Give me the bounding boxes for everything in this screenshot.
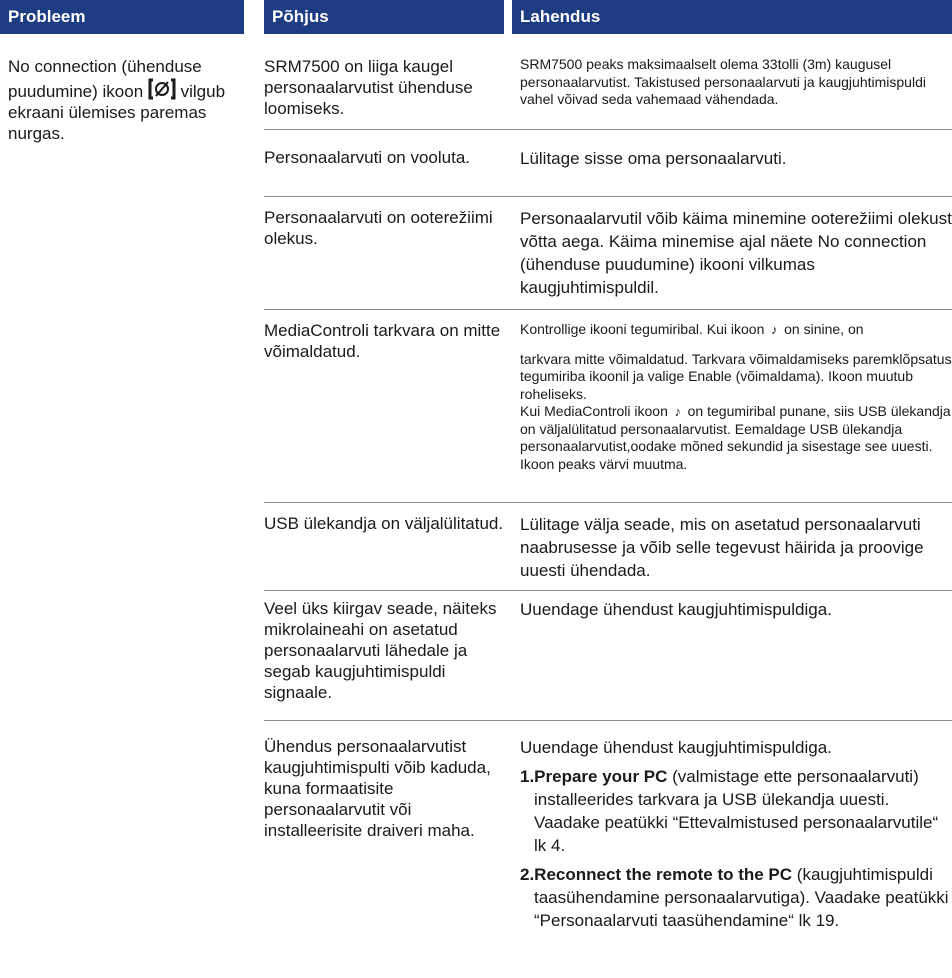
header-solution: Lahendus — [512, 0, 952, 34]
cause-6: Veel üks kiirgav seade, näiteks mikrolaineahi on asetatud personaalarvuti lähedale ja segab kaugjuhtimispuldi signaale. — [264, 599, 497, 702]
taskbar-media-icon: ♪ — [771, 322, 778, 337]
row-divider — [264, 309, 952, 310]
step-2: 2.Reconnect the remote to the PC (kaugjuhtimispuldi taasühendamine personaalarvutiga). Vaadake peatükki “Personaalarvuti taasühendamine“ lk 19. — [520, 865, 949, 930]
row-divider — [264, 129, 952, 130]
cause-3: Personaalarvuti on ooterežiimi olekus. — [264, 208, 493, 248]
problem-text-part1: No connection (ühenduse puudumine) ikoon — [8, 57, 202, 101]
cause-4: MediaControli tarkvara on mitte võimaldatud. — [264, 321, 501, 361]
row-divider — [264, 502, 952, 503]
row-divider — [264, 196, 952, 197]
solution-4 — [520, 321, 952, 473]
step-1: 1.Prepare your PC (valmistage ette personaalarvuti) installeerides tarkvara ja USB ülekandja uuesti. Vaadake peatükki “Ettevalmistused personaalarvutile“ lk 4. — [520, 767, 939, 855]
solution-2: Lülitage sisse oma personaalarvuti. — [520, 149, 787, 168]
cause-2: Personaalarvuti on vooluta. — [264, 148, 471, 167]
problem-text — [8, 56, 244, 144]
row-divider — [264, 590, 952, 591]
cause-1: SRM7500 on liiga kaugel personaalarvutist ühenduse loomiseks. — [264, 57, 473, 118]
cause-7: Ühendus personaalarvutist kaugjuhtimispulti võib kaduda, kuna formaatisite personaalarvutit või installeerisite draiveri maha. — [264, 737, 491, 840]
taskbar-media-icon: ♪ — [674, 404, 681, 419]
solution-6: Uuendage ühendust kaugjuhtimispuldiga. — [520, 600, 832, 619]
cause-5: USB ülekandja on väljalülitatud. — [264, 514, 504, 533]
solution-5: Lülitage välja seade, mis on asetatud personaalarvuti naabrusesse ja võib selle tegevust häirida ja proovige uuesti ühendada. — [520, 515, 924, 580]
row-divider — [264, 720, 952, 721]
solution-4-line-b: tarkvara mitte võimaldatud. Tarkvara võimaldamiseks paremklõpsatus tegumiriba ikoonil ja valige Enable (võimaldama). Ikoon muutub roheliseks. — [520, 350, 952, 402]
problem-text-part2: vilgub ekraani ülemises paremas nurgas. — [8, 82, 226, 143]
solution-7 — [520, 736, 952, 932]
solution-4-line-c: Kui MediaControli ikoon ♪ on tegumiribal punane, siis USB ülekandja on väljalülitatud personaalarvutist. Eemaldage USB ülekandja personaalarvutist,oodake mõned sekundid ja sisestage see uuesti. Ikoon peaks värvi muutma. — [520, 403, 951, 472]
header-problem: Probleem — [0, 0, 244, 34]
solution-1: SRM7500 peaks maksimaalselt olema 33tolli (3m) kaugusel personaalarvutist. Takistused personaalarvuti ja kaugjuhtimispuldi vahel võivad seda vahemaad vähendada. — [520, 56, 926, 107]
header-cause: Põhjus — [264, 0, 504, 34]
no-connection-icon — [148, 77, 176, 101]
solution-7-intro: Uuendage ühendust kaugjuhtimispuldiga. — [520, 738, 832, 757]
solution-4-line-a: Kontrollige ikooni tegumiribal. Kui ikoon ♪ on sinine, on — [520, 321, 864, 337]
solution-3: Personaalarvutil võib käima minemine ooterežiimi olekust võtta aega. Käima minemise ajal näete No connection (ühenduse puudumine) ikooni vilkumas kaugjuhtimispuldil. — [520, 209, 952, 297]
